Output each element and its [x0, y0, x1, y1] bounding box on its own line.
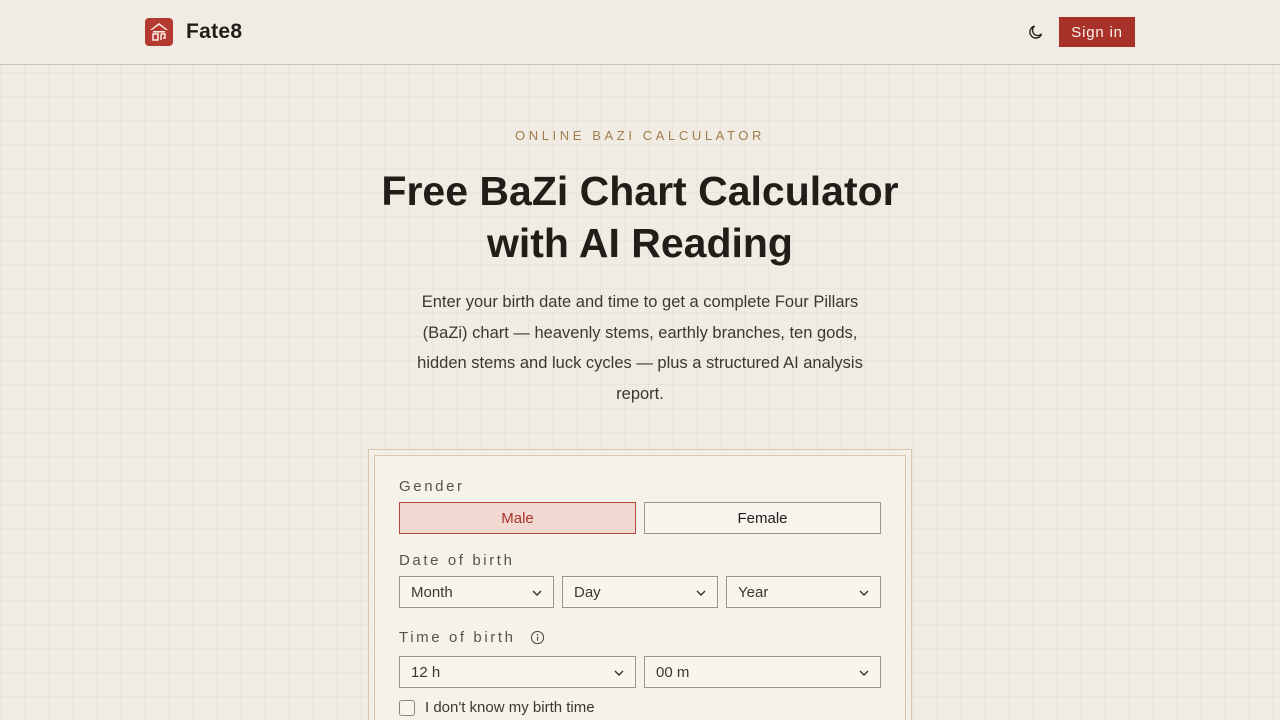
unknown-time-checkbox[interactable] — [399, 700, 415, 716]
title-line-2: with AI Reading — [487, 220, 793, 266]
minute-select[interactable] — [644, 656, 881, 688]
chevron-down-icon — [531, 587, 543, 599]
hero-eyebrow: ONLINE BAZI CALCULATOR — [515, 128, 765, 143]
hero-subtitle: Enter your birth date and time to get a complete Four Pillars (BaZi) chart — heavenly stems, earthly branches, ten gods, hidden stems and luck cycles — plus a structured AI analysis report. — [417, 293, 863, 403]
chevron-down-icon — [858, 667, 870, 679]
gender-male-button[interactable]: Male — [399, 502, 636, 534]
chevron-down-icon — [695, 587, 707, 599]
month-select-value: Month — [411, 583, 453, 601]
year-select[interactable] — [726, 576, 881, 608]
gender-female-button[interactable]: Female — [644, 502, 881, 534]
dob-label: Date of birth — [399, 552, 515, 569]
chevron-down-icon — [613, 667, 625, 679]
info-icon[interactable] — [530, 630, 545, 645]
day-select-value: Day — [574, 583, 601, 601]
chevron-down-icon — [858, 587, 870, 599]
month-select[interactable] — [399, 576, 554, 608]
unknown-time-label[interactable]: I don't know my birth time — [425, 699, 595, 716]
hour-select[interactable] — [399, 656, 636, 688]
title-line-1: Free BaZi Chart Calculator — [381, 168, 899, 214]
page-title — [340, 165, 940, 269]
day-select[interactable] — [562, 576, 718, 608]
tob-label: Time of birth — [399, 629, 516, 646]
gender-label: Gender — [399, 478, 465, 495]
moon-icon[interactable] — [1024, 20, 1048, 44]
brand-name[interactable]: Fate8 — [186, 20, 243, 43]
year-select-value: Year — [738, 583, 769, 601]
top-nav — [0, 0, 1280, 65]
hour-select-value: 12 h — [411, 663, 441, 681]
minute-select-value: 00 m — [656, 663, 690, 681]
sign-in-button[interactable]: Sign in — [1059, 17, 1135, 47]
palace-logo-icon[interactable] — [145, 18, 173, 46]
